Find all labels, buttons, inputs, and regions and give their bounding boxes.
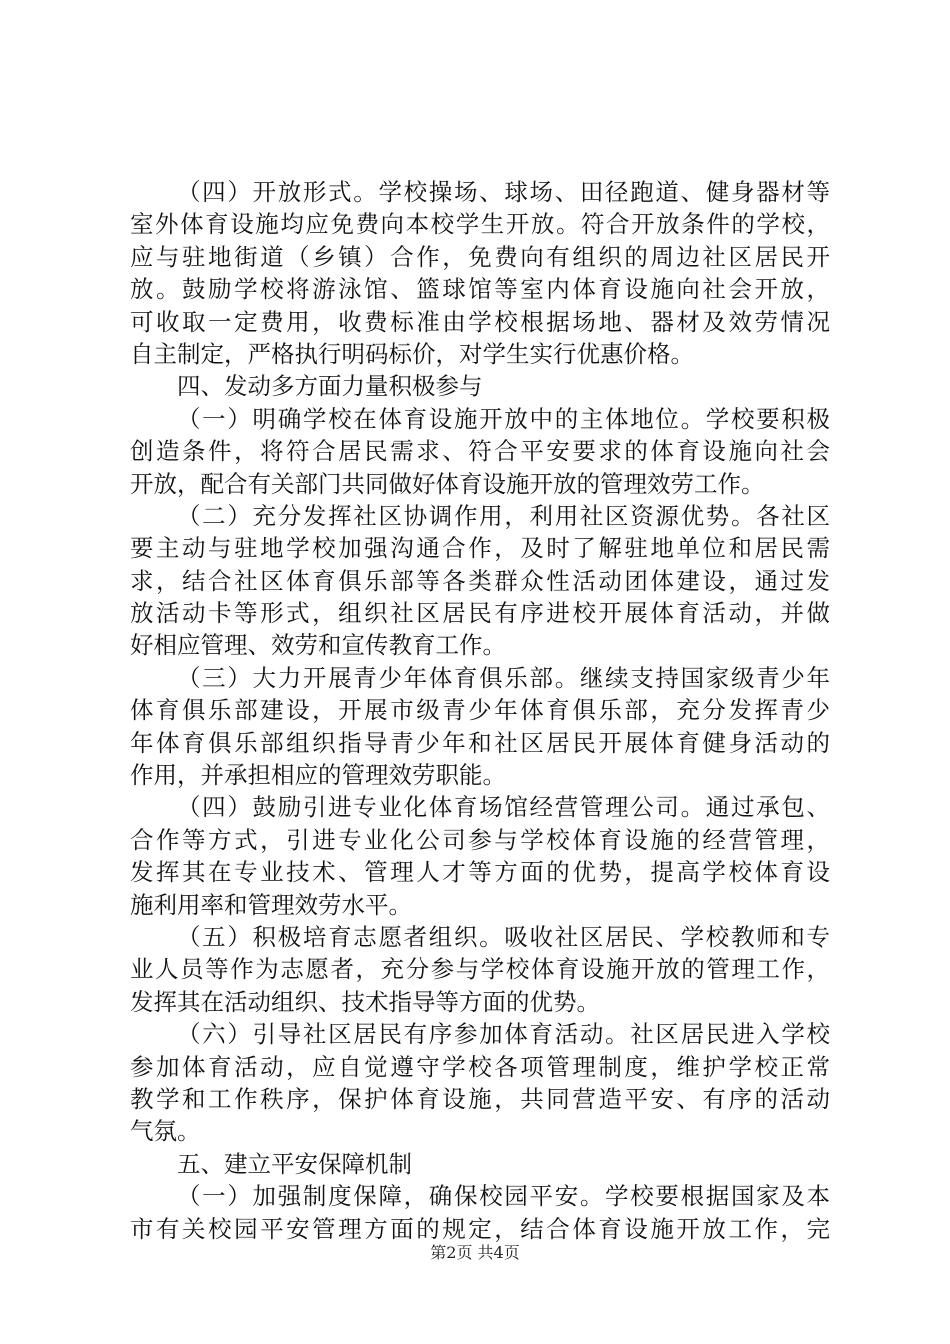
paragraph-first-line: （四）开放形式。学校操场、球场、田径跑道、健身器材等 bbox=[177, 178, 830, 206]
paragraph-line: 开放，配合有关部门共同做好体育设施开放的管理效劳工作。 bbox=[130, 469, 765, 498]
paragraph-line: 作用，并承担相应的管理效劳职能。 bbox=[130, 761, 506, 790]
paragraph-first-line: （六）引导社区居民有序参加体育活动。社区居民进入学校 bbox=[177, 1020, 830, 1049]
paragraph-line: 发挥其在专业技术、管理人才等方面的优势，提高学校体育设 bbox=[130, 858, 830, 887]
paragraph-line: 市有关校园平安管理方面的规定，结合体育设施开放工作，完 bbox=[130, 1214, 830, 1243]
document-body bbox=[130, 176, 830, 1245]
paragraph-line: 可收取一定费用，收费标准由学校根据场地、器材及效劳情况 bbox=[130, 307, 830, 336]
paragraph-first-line: （一）明确学校在体育设施开放中的主体地位。学校要积极 bbox=[177, 404, 830, 433]
paragraph-line: 要主动与驻地学校加强沟通合作，及时了解驻地单位和居民需 bbox=[130, 534, 830, 563]
paragraph-line: 好相应管理、效劳和宣传教育工作。 bbox=[130, 631, 506, 660]
paragraph-first-line: 四、发动多方面力量积极参与 bbox=[177, 372, 483, 401]
paragraph-line: 参加体育活动，应自觉遵守学校各项管理制度，维护学校正常 bbox=[130, 1052, 830, 1081]
page-footer: 第2页 共4页 bbox=[430, 1243, 520, 1262]
paragraph-line: 年体育俱乐部组织指导青少年和社区居民开展体育健身活动的 bbox=[130, 728, 830, 757]
paragraph-line: 求，结合社区体育俱乐部等各类群众性活动团体建设，通过发 bbox=[130, 566, 830, 595]
paragraph-line: 自主制定，严格执行明码标价，对学生实行优惠价格。 bbox=[130, 339, 694, 368]
paragraph-line: 发挥其在活动组织、技术指导等方面的优势。 bbox=[130, 987, 600, 1016]
paragraph-line: 创造条件，将符合居民需求、符合平安要求的体育设施向社会 bbox=[130, 437, 830, 466]
paragraph-first-line: （二）充分发挥社区协调作用，利用社区资源优势。各社区 bbox=[177, 501, 830, 530]
paragraph-first-line: 五、建立平安保障机制 bbox=[177, 1149, 412, 1178]
paragraph-line: 室外体育设施均应免费向本校学生开放。符合开放条件的学校， bbox=[130, 210, 830, 239]
paragraph-line: 合作等方式，引进专业化公司参与学校体育设施的经营管理， bbox=[130, 825, 830, 854]
paragraph-first-line: （三）大力开展青少年体育俱乐部。继续支持国家级青少年 bbox=[177, 663, 830, 692]
paragraph-first-line: （一）加强制度保障，确保校园平安。学校要根据国家及本 bbox=[177, 1182, 830, 1211]
paragraph-line: 体育俱乐部建设，开展市级青少年体育俱乐部，充分发挥青少 bbox=[130, 696, 830, 725]
paragraph-line: 放活动卡等形式，组织社区居民有序进校开展体育活动，并做 bbox=[130, 599, 830, 628]
paragraph-line: 教学和工作秩序，保护体育设施，共同营造平安、有序的活动 bbox=[130, 1084, 830, 1113]
paragraph-line: 应与驻地街道（乡镇）合作，免费向有组织的周边社区居民开 bbox=[130, 242, 830, 271]
paragraph-first-line: （五）积极培育志愿者组织。吸收社区居民、学校教师和专 bbox=[177, 922, 830, 951]
paragraph-line: 施利用率和管理效劳水平。 bbox=[130, 890, 412, 919]
paragraph-line: 业人员等作为志愿者，充分参与学校体育设施开放的管理工作， bbox=[130, 955, 830, 984]
paragraph-line: 气氛。 bbox=[130, 1117, 201, 1146]
paragraph-line: 放。鼓励学校将游泳馆、篮球馆等室内体育设施向社会开放， bbox=[130, 275, 830, 304]
paragraph-first-line: （四）鼓励引进专业化体育场馆经营管理公司。通过承包、 bbox=[177, 793, 830, 822]
